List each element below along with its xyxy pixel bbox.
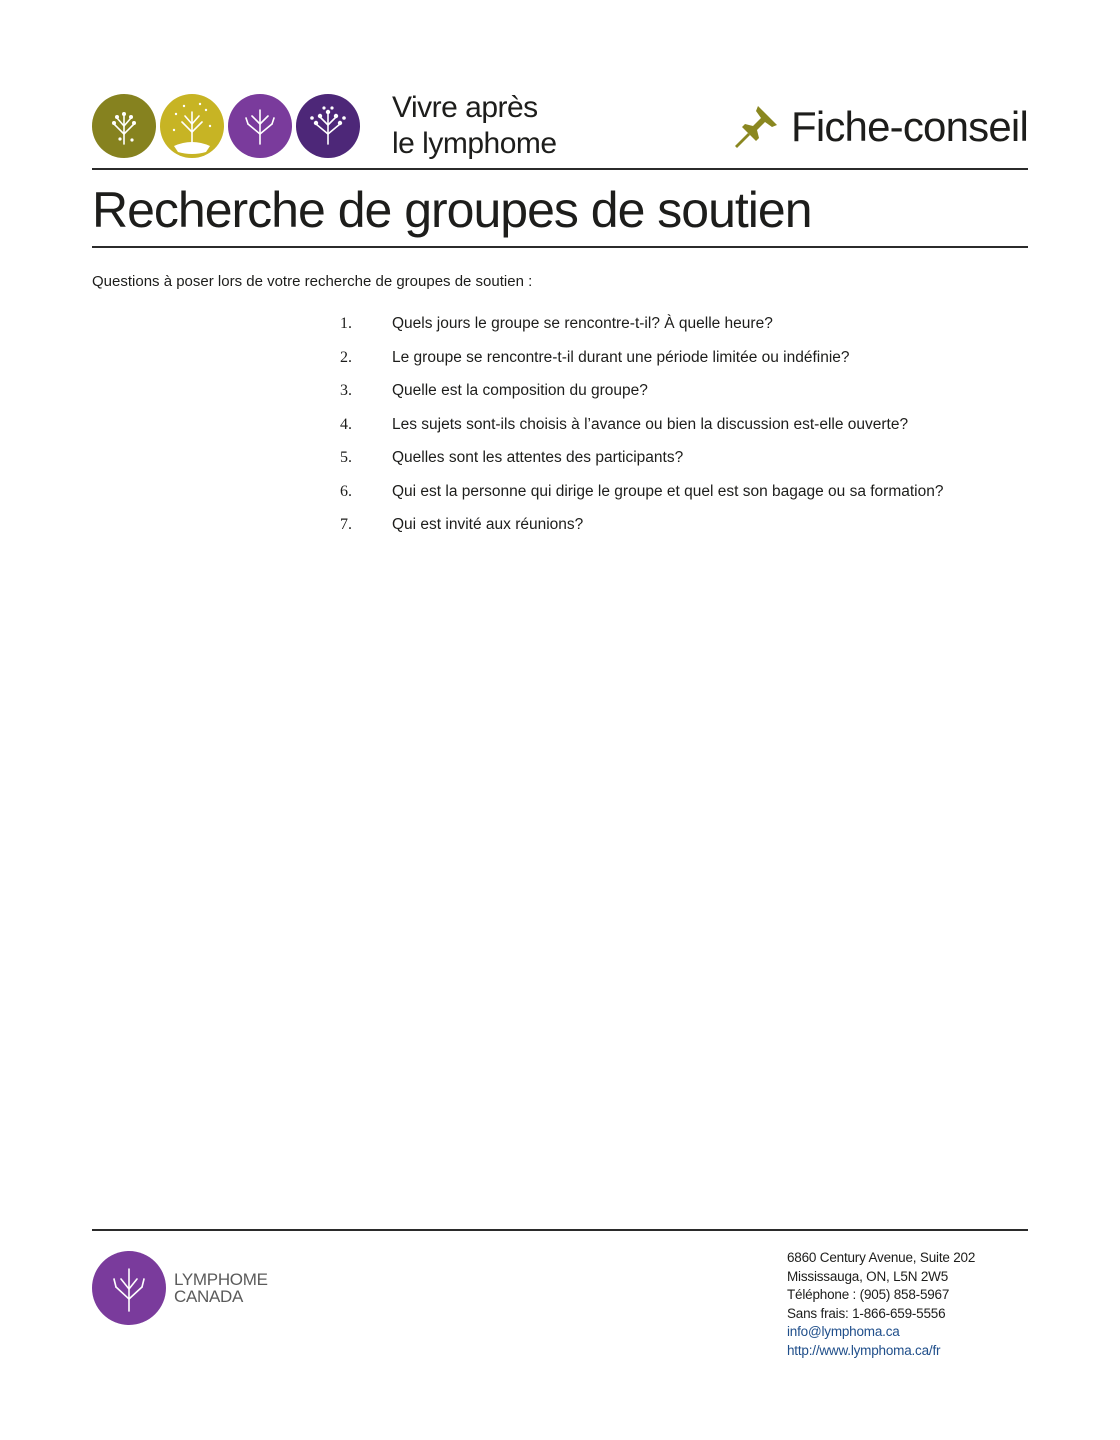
logo-line2: CANADA — [174, 1287, 244, 1306]
list-item-number: 2. — [340, 348, 352, 366]
list-item — [340, 381, 1030, 415]
tip-sheet-label: Fiche-conseil — [790, 103, 1028, 150]
tree-icon-yellow — [160, 94, 224, 158]
list-item-number: 1. — [340, 315, 352, 332]
list-item — [340, 348, 1030, 382]
header-divider — [92, 168, 1028, 170]
lymphoma-canada-logo — [92, 1251, 292, 1331]
tree-icon-dark-purple — [296, 94, 360, 158]
toll-free: Sans frais: 1-866-659-5556 — [787, 1305, 946, 1321]
list-item-text: Quelle est la composition du groupe? — [392, 382, 648, 399]
list-item-text: Qui est la personne qui dirige le groupe et quel est son bagage ou sa formation? — [392, 482, 944, 500]
list-item-text: Le groupe se rencontre-t-il durant une période limitée ou indéfinie? — [392, 348, 850, 366]
list-item — [340, 415, 1030, 449]
list-item — [340, 482, 1030, 516]
title-divider — [92, 246, 1028, 248]
contact-block — [787, 1249, 975, 1361]
list-item-number: 3. — [340, 382, 352, 399]
intro-text: Questions à poser lors de votre recherche de groupes de soutien : — [92, 273, 533, 290]
season-icons — [92, 94, 360, 158]
list-item-text: Les sujets sont-ils choisis à l’avance ou bien la discussion est-elle ouverte? — [392, 415, 909, 433]
logo-wordmark — [174, 1271, 268, 1305]
list-item — [340, 448, 1030, 482]
phone: Téléphone : (905) 858-5967 — [787, 1287, 950, 1303]
pushpin-icon — [731, 102, 781, 152]
question-list — [340, 314, 1030, 549]
series-title-line1: Vivre après — [392, 91, 538, 124]
list-item — [340, 515, 1030, 549]
list-item-text: Qui est invité aux réunions? — [392, 516, 584, 533]
address-line1: 6860 Century Avenue, Suite 202 — [787, 1250, 976, 1265]
address-line2: Mississauga, ON, L5N 2W5 — [787, 1268, 949, 1284]
footer-divider — [92, 1229, 1028, 1231]
tree-icon-olive — [92, 94, 156, 158]
list-item-number: 5. — [340, 449, 352, 466]
series-title — [392, 90, 557, 162]
series-title-line2: le lymphome — [392, 127, 557, 160]
list-item — [340, 314, 1030, 348]
email-link[interactable]: info@lymphoma.ca — [787, 1324, 900, 1340]
tree-icon-purple — [228, 94, 292, 158]
page-title: Recherche de groupes de soutien — [92, 182, 812, 238]
list-item-number: 6. — [340, 482, 352, 500]
website-link[interactable]: http://www.lymphoma.ca/fr — [787, 1342, 941, 1358]
header — [92, 90, 1028, 162]
tip-sheet-badge — [731, 102, 1028, 152]
logo-line1: LYMPHOME — [174, 1270, 268, 1289]
list-item-text: Quelles sont les attentes des participants? — [392, 449, 684, 466]
list-item-text: Quels jours le groupe se rencontre-t-il? À quelle heure? — [392, 315, 773, 332]
list-item-number: 4. — [340, 415, 352, 433]
list-item-number: 7. — [340, 516, 352, 533]
